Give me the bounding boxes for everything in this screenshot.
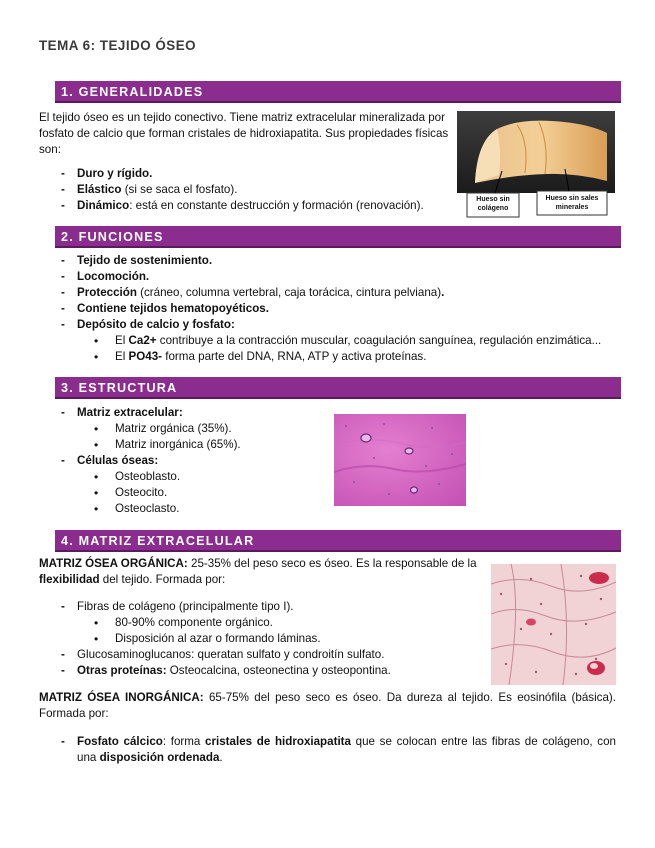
matriz-organica-paragraph: MATRIZ ÓSEA ORGÁNICA: 25-35% del peso seco es óseo. Es la responsable de la flexibilidad del tejido. Formada por: xyxy=(39,557,477,586)
structure-list xyxy=(61,405,241,517)
generalidades-intro: El tejido óseo es un tejido conectivo. Tiene matriz extracelular mineralizada por fosfato de calcio que forman cristales de hidroxiapatita. Sus propiedades físicas son: xyxy=(39,111,449,156)
list-item: - Tejido de sostenimiento. xyxy=(61,253,601,269)
section-header-matriz: 4. MATRIZ EXTRACELULAR xyxy=(55,530,621,552)
image-label-right: Hueso sin sales minerales xyxy=(545,195,599,211)
list-item: - Fibras de colágeno (principalmente tipo I). • 80-90% componente orgánico. • Disposición al azar o formando láminas. xyxy=(61,599,391,647)
histology-image xyxy=(334,414,466,506)
page-title: TEMA 6: TEJIDO ÓSEO xyxy=(39,38,197,53)
list-item: • Matriz orgánica (35%). xyxy=(93,421,241,437)
list-item: - Células óseas: • Osteoblasto. • Osteocito. • Osteoclasto. xyxy=(61,453,241,517)
list-item: • 80-90% componente orgánico. xyxy=(93,615,391,631)
list-item: • El Ca2+ contribuye a la contracción muscular, coagulación sanguínea, regulación enzimática... xyxy=(93,333,601,349)
inorganic-components-list xyxy=(61,734,616,766)
list-item: • Disposición al azar o formando láminas. xyxy=(93,631,391,647)
list-item: - Locomoción. xyxy=(61,269,601,285)
list-item: - Protección (cráneo, columna vertebral, caja torácica, cintura pelviana). xyxy=(61,285,601,301)
bone-sample-image xyxy=(457,111,615,219)
section-header-funciones: 2. FUNCIONES xyxy=(55,226,621,248)
image-label-left: Hueso sin colágeno xyxy=(476,196,510,212)
list-item: - Fosfato cálcico: forma cristales de hidroxiapatita que se colocan entre las fibras de colágeno, con una disposición ordenada. xyxy=(61,734,616,766)
section-header-generalidades: 1. GENERALIDADES xyxy=(55,81,621,103)
list-item: • Osteocito. xyxy=(93,485,241,501)
list-item: • El PO43- forma parte del DNA, RNA, ATP y activa proteínas. xyxy=(93,349,601,365)
section-header-estructura: 3. ESTRUCTURA xyxy=(55,377,621,399)
list-item: - Duro y rígido. xyxy=(61,166,424,182)
list-item: • Matriz inorgánica (65%). xyxy=(93,437,241,453)
list-item: • Osteoblasto. xyxy=(93,469,241,485)
list-item: - Otras proteínas: Osteocalcina, osteonectina y osteopontina. xyxy=(61,663,391,679)
properties-list xyxy=(61,166,424,214)
list-item: - Elástico (si se saca el fosfato). xyxy=(61,182,424,198)
organic-components-list xyxy=(61,599,391,679)
functions-list xyxy=(61,253,601,365)
list-item: - Dinámico: está en constante destrucción y formación (renovación). xyxy=(61,198,424,214)
list-item: - Matriz extracelular: • Matriz orgánica (35%). • Matriz inorgánica (65%). xyxy=(61,405,241,453)
list-item: - Contiene tejidos hematopoyéticos. xyxy=(61,301,601,317)
list-item: • Osteoclasto. xyxy=(93,501,241,517)
matriz-inorganica-paragraph: MATRIZ ÓSEA INORGÁNICA: 65-75% del peso seco es óseo. Da dureza al tejido. Es eosinófila (básica). Formada por: xyxy=(39,691,616,720)
list-item: - Glucosaminoglucanos: queratan sulfato y condroitín sulfato. xyxy=(61,647,391,663)
list-item: - Depósito de calcio y fosfato: • El Ca2+ contribuye a la contracción muscular, coagulación sanguínea, regulación enzimática... • El PO43- forma parte del DNA, RNA, ATP y activa proteínas. xyxy=(61,317,601,365)
bone-matrix-image xyxy=(491,564,616,685)
